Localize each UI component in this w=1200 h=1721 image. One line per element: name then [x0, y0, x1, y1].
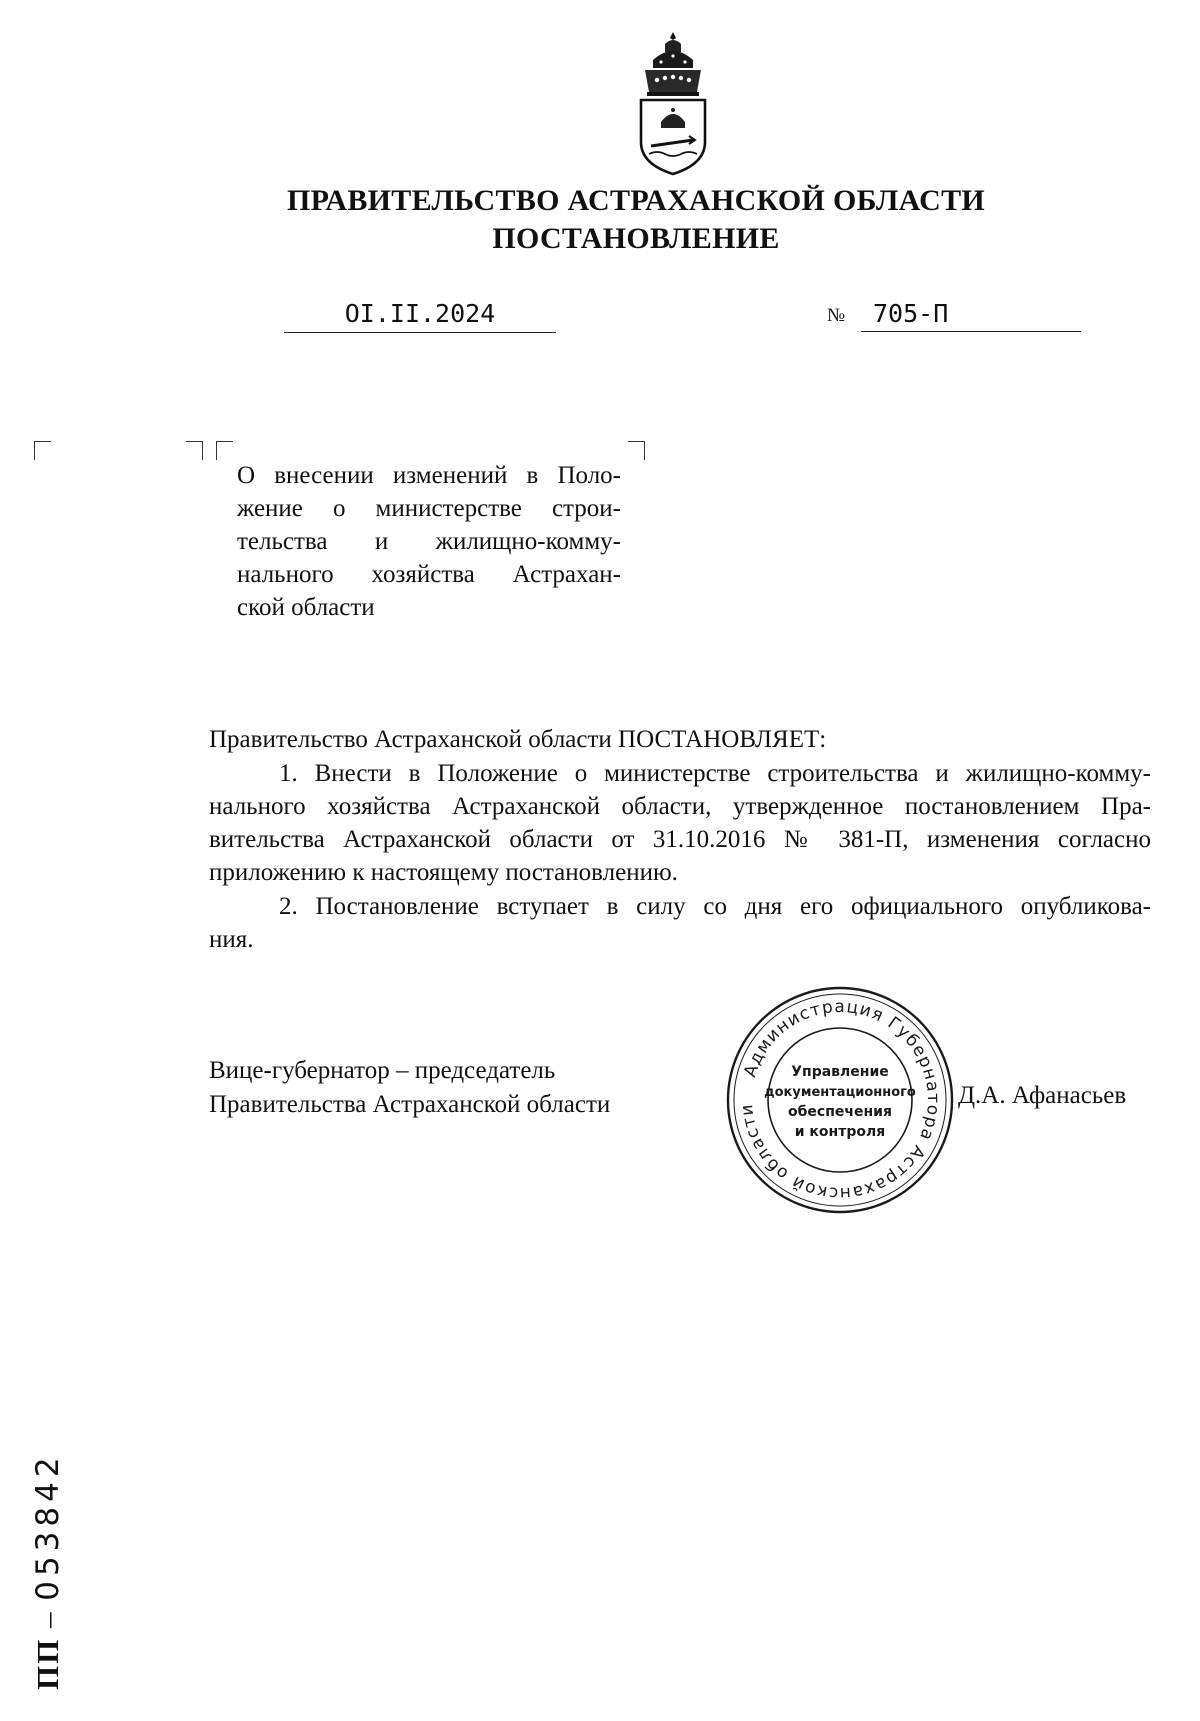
official-stamp: [720, 980, 960, 1220]
stamp-center-line: Управление: [791, 1064, 889, 1080]
item-1-line: нального хозяйства Астраханской области, утвержденное постановлением Пра-: [209, 793, 1151, 820]
government-title: ПРАВИТЕЛЬСТВО АСТРАХАНСКОЙ ОБЛАСТИ: [286, 184, 986, 217]
stamp-center-line: документационного: [764, 1085, 916, 1100]
document-date: OI.II.2024: [284, 296, 556, 333]
form-serial-number: [30, 1452, 66, 1690]
item-2-line: ния.: [209, 926, 254, 953]
subject-line: жение о министерстве строи-: [237, 495, 621, 522]
subject-line: нального хозяйства Астрахан-: [237, 561, 621, 588]
serial-number: 053842: [30, 1452, 66, 1601]
subject-line: ской области: [237, 594, 375, 621]
subject-line: О внесении изменений в Поло-: [237, 462, 621, 489]
subject-line: тельства и жилищно-комму-: [237, 528, 621, 555]
item-2-line: 2. Постановление вступает в силу со дня его официального опубликова-: [279, 893, 1151, 920]
item-1-line: вительства Астраханской области от 31.10.2016 № 381-П, изменения согласно: [209, 826, 1151, 853]
stamp-ring-text: Администрация Губернатора Астраханской области: [736, 996, 944, 1204]
resolution-lead: Правительство Астраханской области ПОСТАНОВЛЯЕТ:: [209, 726, 827, 753]
stamp-center-line: и контроля: [794, 1124, 886, 1140]
item-1-line: 1. Внести в Положение о министерстве строительства и жилищно-комму-: [279, 760, 1151, 787]
corner-mark: [628, 441, 645, 460]
corner-mark: [216, 441, 233, 460]
resolution-item-1: [209, 757, 1151, 889]
number-sign: №: [827, 305, 846, 326]
coat-of-arms-icon: [635, 30, 711, 178]
corner-mark: [186, 441, 203, 460]
corner-mark: [34, 441, 51, 460]
document-type-title: ПОСТАНОВЛЕНИЕ: [492, 222, 780, 255]
serial-series: ПП: [30, 1637, 65, 1690]
item-1-line: приложению к настоящему постановлению.: [209, 859, 678, 886]
document-subject: [237, 459, 621, 624]
document-number: 705-П: [861, 296, 1081, 332]
position-line: Правительства Астраханской области: [209, 1091, 611, 1118]
stamp-center-line: обеспечения: [788, 1104, 892, 1120]
signatory-position: [209, 1054, 610, 1122]
position-line: Вице-губернатор – председатель: [209, 1057, 556, 1084]
signatory-name: Д.А. Афанасьев: [958, 1082, 1127, 1109]
serial-dash: –: [30, 1610, 65, 1629]
resolution-item-2: [209, 890, 1151, 956]
